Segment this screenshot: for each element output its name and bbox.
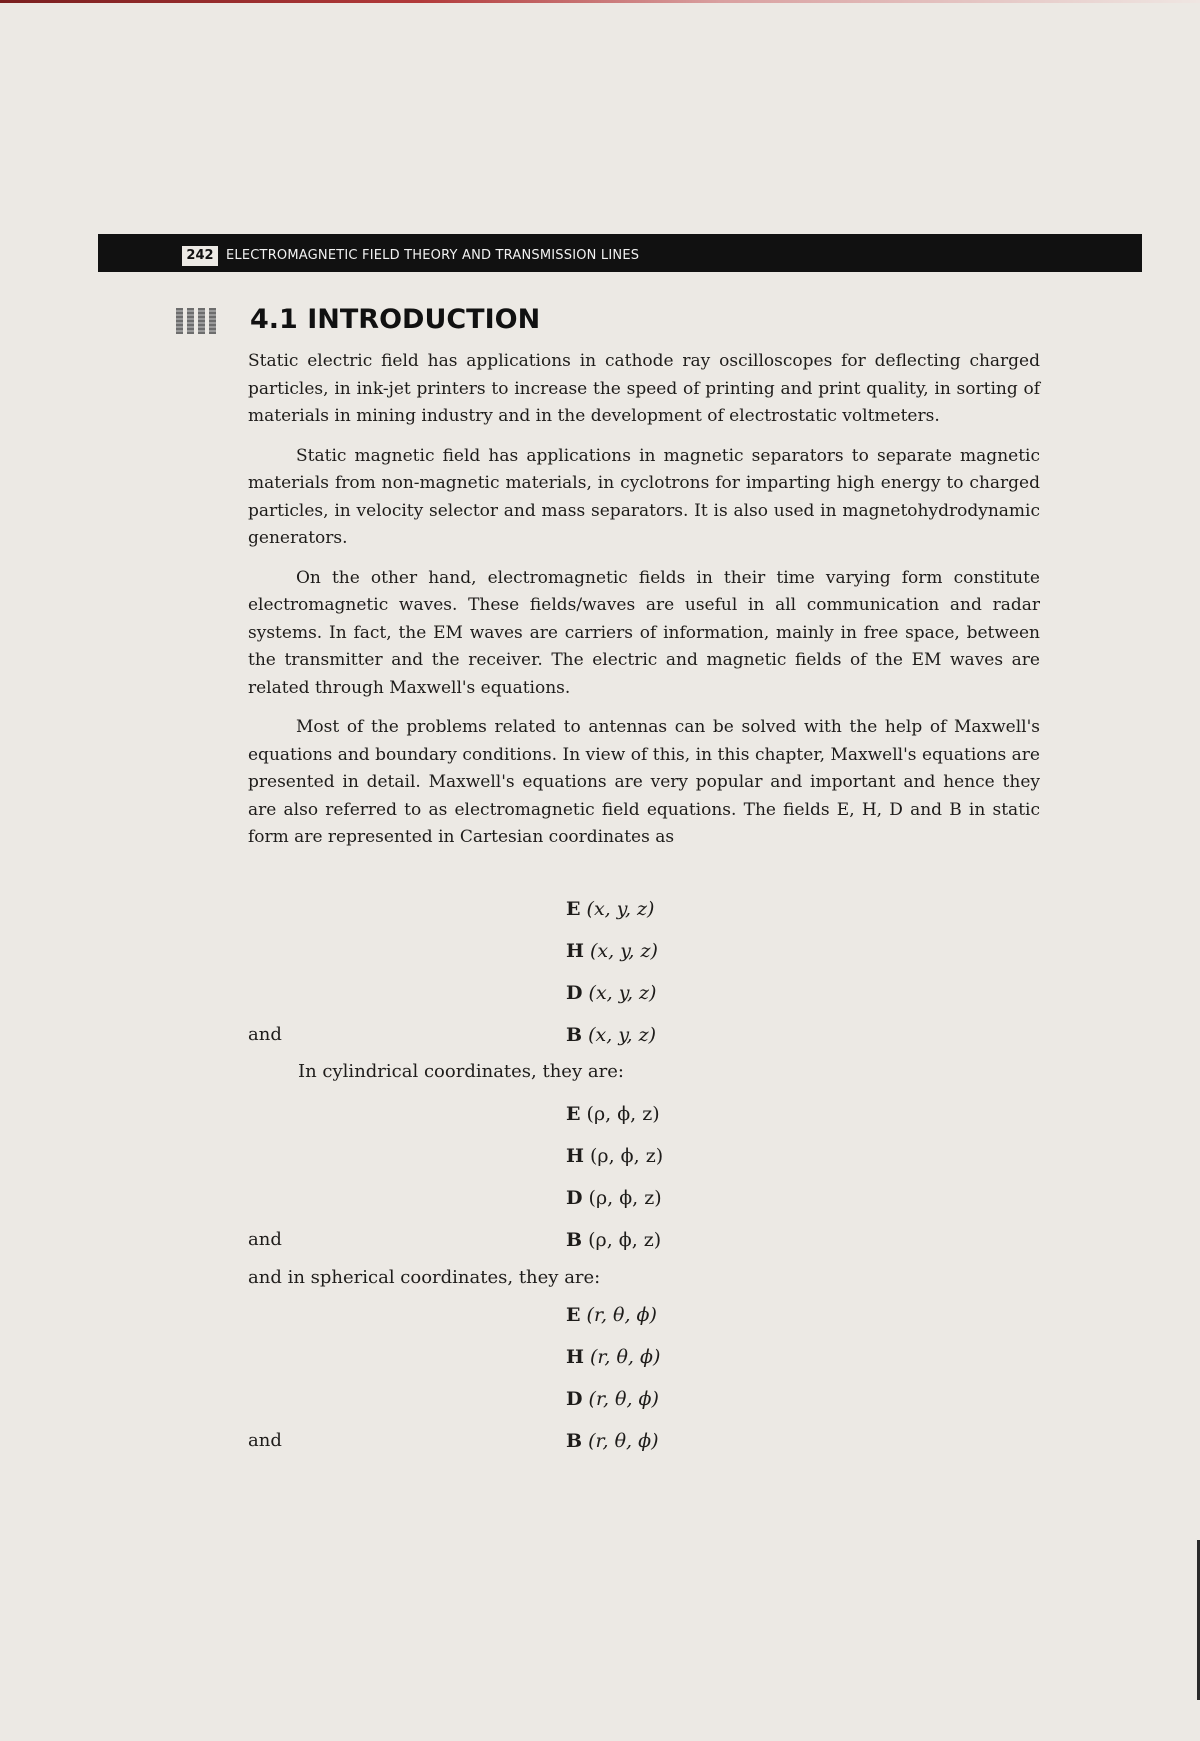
and-label: and bbox=[248, 1229, 282, 1250]
and-label: and bbox=[248, 1024, 282, 1045]
equation-expression: B (ρ, ϕ, z) bbox=[566, 1229, 662, 1251]
equation-row bbox=[248, 1014, 768, 1056]
equation-expression: B (x, y, z) bbox=[566, 1024, 657, 1046]
page-number: 242 bbox=[182, 246, 218, 266]
equation-row bbox=[248, 1378, 768, 1420]
paragraph-4: Most of the problems related to antennas can be solved with the help of Maxwell's equations and boundary conditions. In view of this, in this chapter, Maxwell's equations are presented in detail. Maxwell's equations are very popular and important and hence they are also referred to as electromagnetic field equations. The fields E, H, D and B in static form are represented in Cartesian coordinates as bbox=[248, 717, 1040, 847]
cylindrical-lead: In cylindrical coordinates, they are: bbox=[298, 1061, 624, 1082]
equation-row bbox=[248, 1177, 768, 1219]
equation-row bbox=[248, 930, 768, 972]
equation-expression: H (r, θ, ϕ) bbox=[566, 1346, 661, 1368]
equation-expression: H (ρ, ϕ, z) bbox=[566, 1145, 664, 1167]
cartesian-equations bbox=[248, 888, 768, 1056]
equation-expression: E (x, y, z) bbox=[566, 898, 655, 920]
equation-row bbox=[248, 1420, 768, 1462]
equation-row bbox=[248, 1135, 768, 1177]
equation-row bbox=[248, 888, 768, 930]
equation-row bbox=[248, 1294, 768, 1336]
paragraph-3: On the other hand, electromagnetic fields in their time varying form constitute electromagnetic waves. These fields/waves are useful in all communication and radar systems. In fact, the EM waves are carriers of information, mainly in free space, between the transmitter and the receiver. The electric and magnetic fields of the EM waves are related through Maxwell's equations. bbox=[248, 567, 1040, 698]
and-label: and bbox=[248, 1430, 282, 1451]
running-title: ELECTROMAGNETIC FIELD THEORY AND TRANSMISSION LINES bbox=[226, 248, 640, 263]
section-heading: 4.1 INTRODUCTION bbox=[250, 304, 541, 335]
equation-expression: H (x, y, z) bbox=[566, 940, 658, 962]
equation-expression: D (r, θ, ϕ) bbox=[566, 1388, 659, 1410]
paragraph-2: Static magnetic field has applications in magnetic separators to separate magnetic materials from non-magnetic materials, in cyclotrons for imparting high energy to charged particles, in velocity selector and mass separators. It is also used in magnetohydrodynamic generators. bbox=[248, 445, 1040, 548]
equation-expression: D (x, y, z) bbox=[566, 982, 657, 1004]
equation-row bbox=[248, 1219, 768, 1261]
equation-expression: E (ρ, ϕ, z) bbox=[566, 1103, 660, 1125]
page-top-edge bbox=[0, 0, 1200, 3]
section-marker-icon bbox=[176, 308, 216, 334]
equation-row bbox=[248, 1093, 768, 1135]
equation-expression: B (r, θ, ϕ) bbox=[566, 1430, 659, 1452]
body-text bbox=[248, 348, 1040, 864]
equation-row bbox=[248, 1336, 768, 1378]
spherical-equations bbox=[248, 1294, 768, 1462]
spherical-lead: and in spherical coordinates, they are: bbox=[248, 1267, 601, 1288]
equation-row bbox=[248, 972, 768, 1014]
equation-expression: D (ρ, ϕ, z) bbox=[566, 1187, 662, 1209]
equation-expression: E (r, θ, ϕ) bbox=[566, 1304, 657, 1326]
cylindrical-equations bbox=[248, 1093, 768, 1261]
paragraph-1: Static electric field has applications in cathode ray oscilloscopes for deflecting charged particles, in ink-jet printers to increase the speed of printing and print quality, in sorting of materials in mining industry and in the development of electrostatic voltmeters. bbox=[248, 351, 1040, 426]
